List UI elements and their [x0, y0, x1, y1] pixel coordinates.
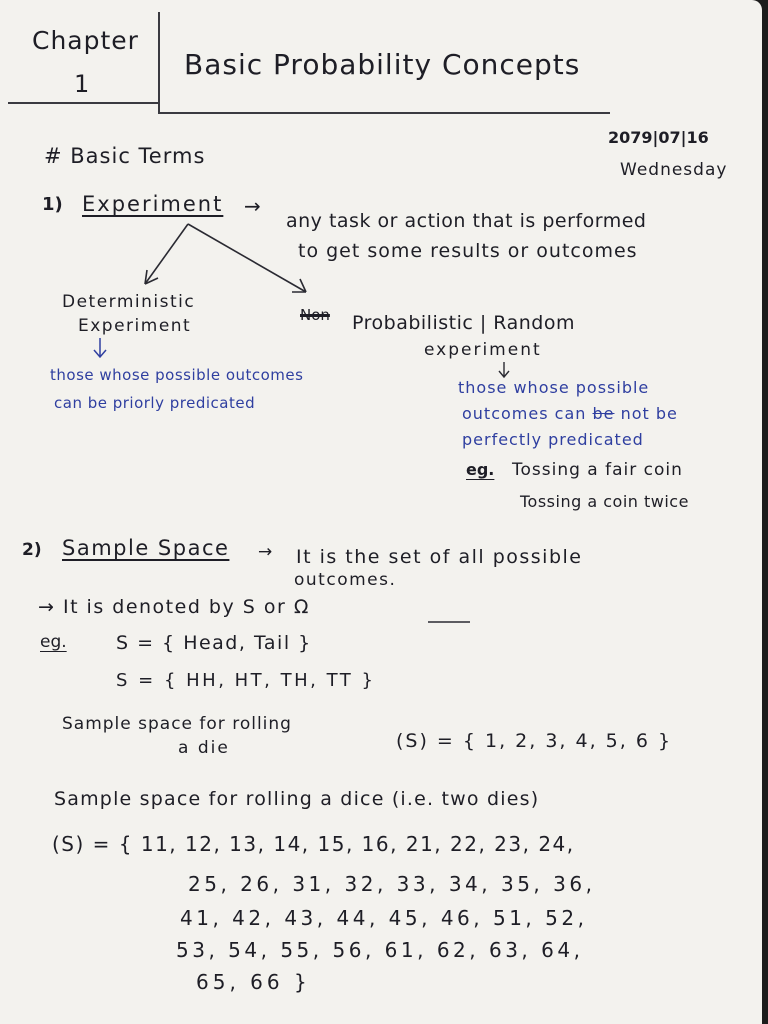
- sample-space-definition-1: It is the set of all possible: [296, 546, 583, 568]
- header-separator: [158, 12, 160, 112]
- title-underline: [158, 112, 610, 114]
- header-divider: [8, 102, 158, 104]
- probabilistic-label-2: experiment: [424, 340, 542, 360]
- probabilistic-desc-2a: outcomes can: [462, 404, 587, 423]
- probabilistic-label-1: Probabilistic | Random: [352, 312, 575, 334]
- page-title: Basic Probability Concepts: [184, 48, 581, 81]
- chapter-number: 1: [74, 70, 90, 98]
- dice-sample-label: Sample space for rolling a dice (i.e. two dies): [54, 788, 540, 810]
- deterministic-desc-2: can be priorly predicated: [54, 394, 256, 412]
- section-heading: # Basic Terms: [44, 144, 206, 168]
- probabilistic-eg-2: Tossing a coin twice: [520, 492, 689, 511]
- die-sample-set: (S) = { 1, 2, 3, 4, 5, 6 }: [396, 730, 673, 752]
- experiment-term: Experiment: [82, 192, 224, 216]
- item-number-1: 1): [42, 194, 63, 215]
- weekday: Wednesday: [620, 160, 728, 180]
- chapter-word: Chapter: [32, 26, 139, 55]
- deterministic-label-1: Deterministic: [62, 292, 196, 312]
- die-sample-label-2: a die: [178, 738, 230, 758]
- probabilistic-strike: Non: [300, 306, 330, 324]
- sample-space-eg-1: S = { Head, Tail }: [116, 632, 312, 654]
- sample-space-notation: → It is denoted by S or Ω: [38, 596, 310, 618]
- sample-space-definition-2: outcomes.: [294, 570, 397, 590]
- sample-space-eg-label: eg.: [40, 632, 67, 652]
- sample-space-term: Sample Space: [62, 536, 230, 560]
- probabilistic-desc-2b: not be: [620, 404, 678, 423]
- item-number-2: 2): [22, 540, 42, 560]
- probabilistic-desc-2: [462, 404, 678, 423]
- dice-sample-line-2: 25, 26, 31, 32, 33, 34, 35, 36,: [188, 872, 596, 896]
- dice-sample-line-4: 53, 54, 55, 56, 61, 62, 63, 64,: [176, 938, 584, 962]
- probabilistic-desc-2-strike: be: [592, 404, 615, 423]
- dice-sample-line-5: 65, 66 }: [196, 970, 311, 994]
- experiment-definition-1: any task or action that is performed: [286, 210, 647, 232]
- sample-space-arrow: →: [258, 542, 273, 562]
- date-stamp: 2079|07|16: [608, 128, 709, 147]
- probabilistic-eg-label: eg.: [466, 460, 495, 479]
- dice-sample-line-3: 41, 42, 43, 44, 45, 46, 51, 52,: [180, 906, 588, 930]
- die-sample-label-1: Sample space for rolling: [62, 714, 292, 734]
- deterministic-desc-1: those whose possible outcomes: [50, 366, 304, 384]
- experiment-definition-2: to get some results or outcomes: [298, 240, 638, 262]
- probabilistic-eg-1: Tossing a fair coin: [512, 460, 683, 480]
- sample-space-eg-2: S = { HH, HT, TH, TT }: [116, 670, 376, 691]
- probabilistic-desc-1: those whose possible: [458, 378, 650, 397]
- dice-sample-line-1: (S) = { 11, 12, 13, 14, 15, 16, 21, 22, 23, 24,: [52, 832, 575, 856]
- experiment-arrow: →: [244, 194, 261, 218]
- deterministic-label-2: Experiment: [78, 316, 192, 336]
- probabilistic-desc-3: perfectly predicated: [462, 430, 644, 449]
